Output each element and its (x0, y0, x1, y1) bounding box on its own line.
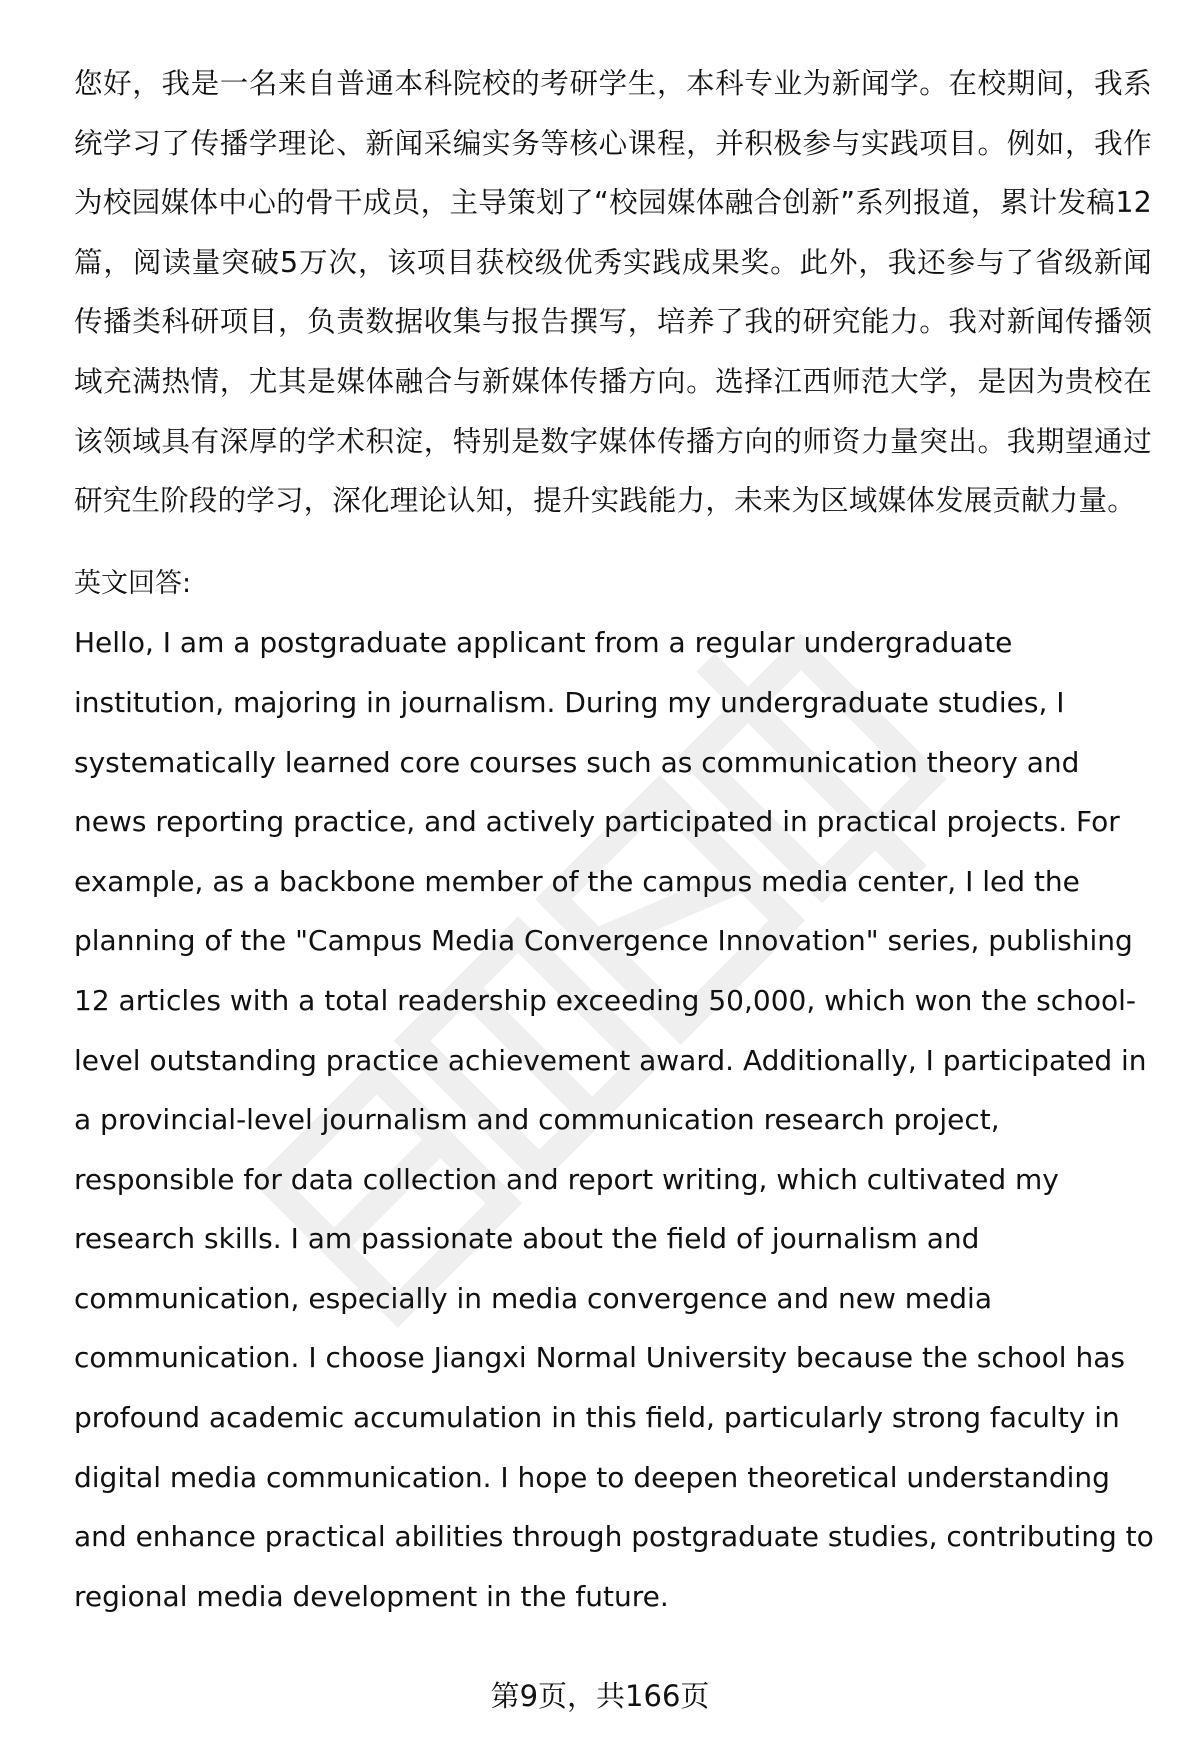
english-answer-heading: 英文回答: (74, 567, 192, 599)
document-body (74, 54, 1154, 1626)
page-number-footer: 第9页，共166页 (490, 1679, 710, 1713)
english-answer-paragraph: Hello, I am a postgraduate applicant from a regular undergraduate institution, majoring in journalism. During my undergraduate studies, I systematically learned core courses such as communication theory and news reporting practice, and actively participated in practical projects. For example, as a backbone member of the campus media center, I led the planning of the "Campus Media Convergence Innovation" series, publishing 12 articles with a total readership exceeding 50,000, which won the school-level outstanding practice achievement award. Additionally, I participated in a provincial-level journalism and communication research project, responsible for data collection and report writing, which cultivated my research skills. I am passionate about the field of journalism and communication, especially in media convergence and new media communication. I choose Jiangxi Normal University because the school has profound academic accumulation in this field, particularly strong faculty in digital media communication. I hope to deepen theoretical understanding and enhance practical abilities through postgraduate studies, contributing to regional media development in the future. (74, 626, 1154, 1613)
chinese-answer-paragraph: 您好，我是一名来自普通本科院校的考研学生，本科专业为新闻学。在校期间，我系统学习了传播学理论、新闻采编实务等核心课程，并积极参与实践项目。例如，我作为校园媒体中心的骨干成员，主导策划了“校园媒体融合创新”系列报道，累计发稿12篇，阅读量突破5万次，该项目获校级优秀实践成果奖。此外，我还参与了省级新闻传播类科研项目，负责数据收集与报告撰写，培养了我的研究能力。我对新闻传播领域充满热情，尤其是媒体融合与新媒体传播方向。选择江西师范大学，是因为贵校在该领域具有深厚的学术积淀，特别是数字媒体传播方向的师资力量突出。我期望通过研究生阶段的学习，深化理论认知，提升实践能力，未来为区域媒体发展贡献力量。 (74, 67, 1152, 518)
